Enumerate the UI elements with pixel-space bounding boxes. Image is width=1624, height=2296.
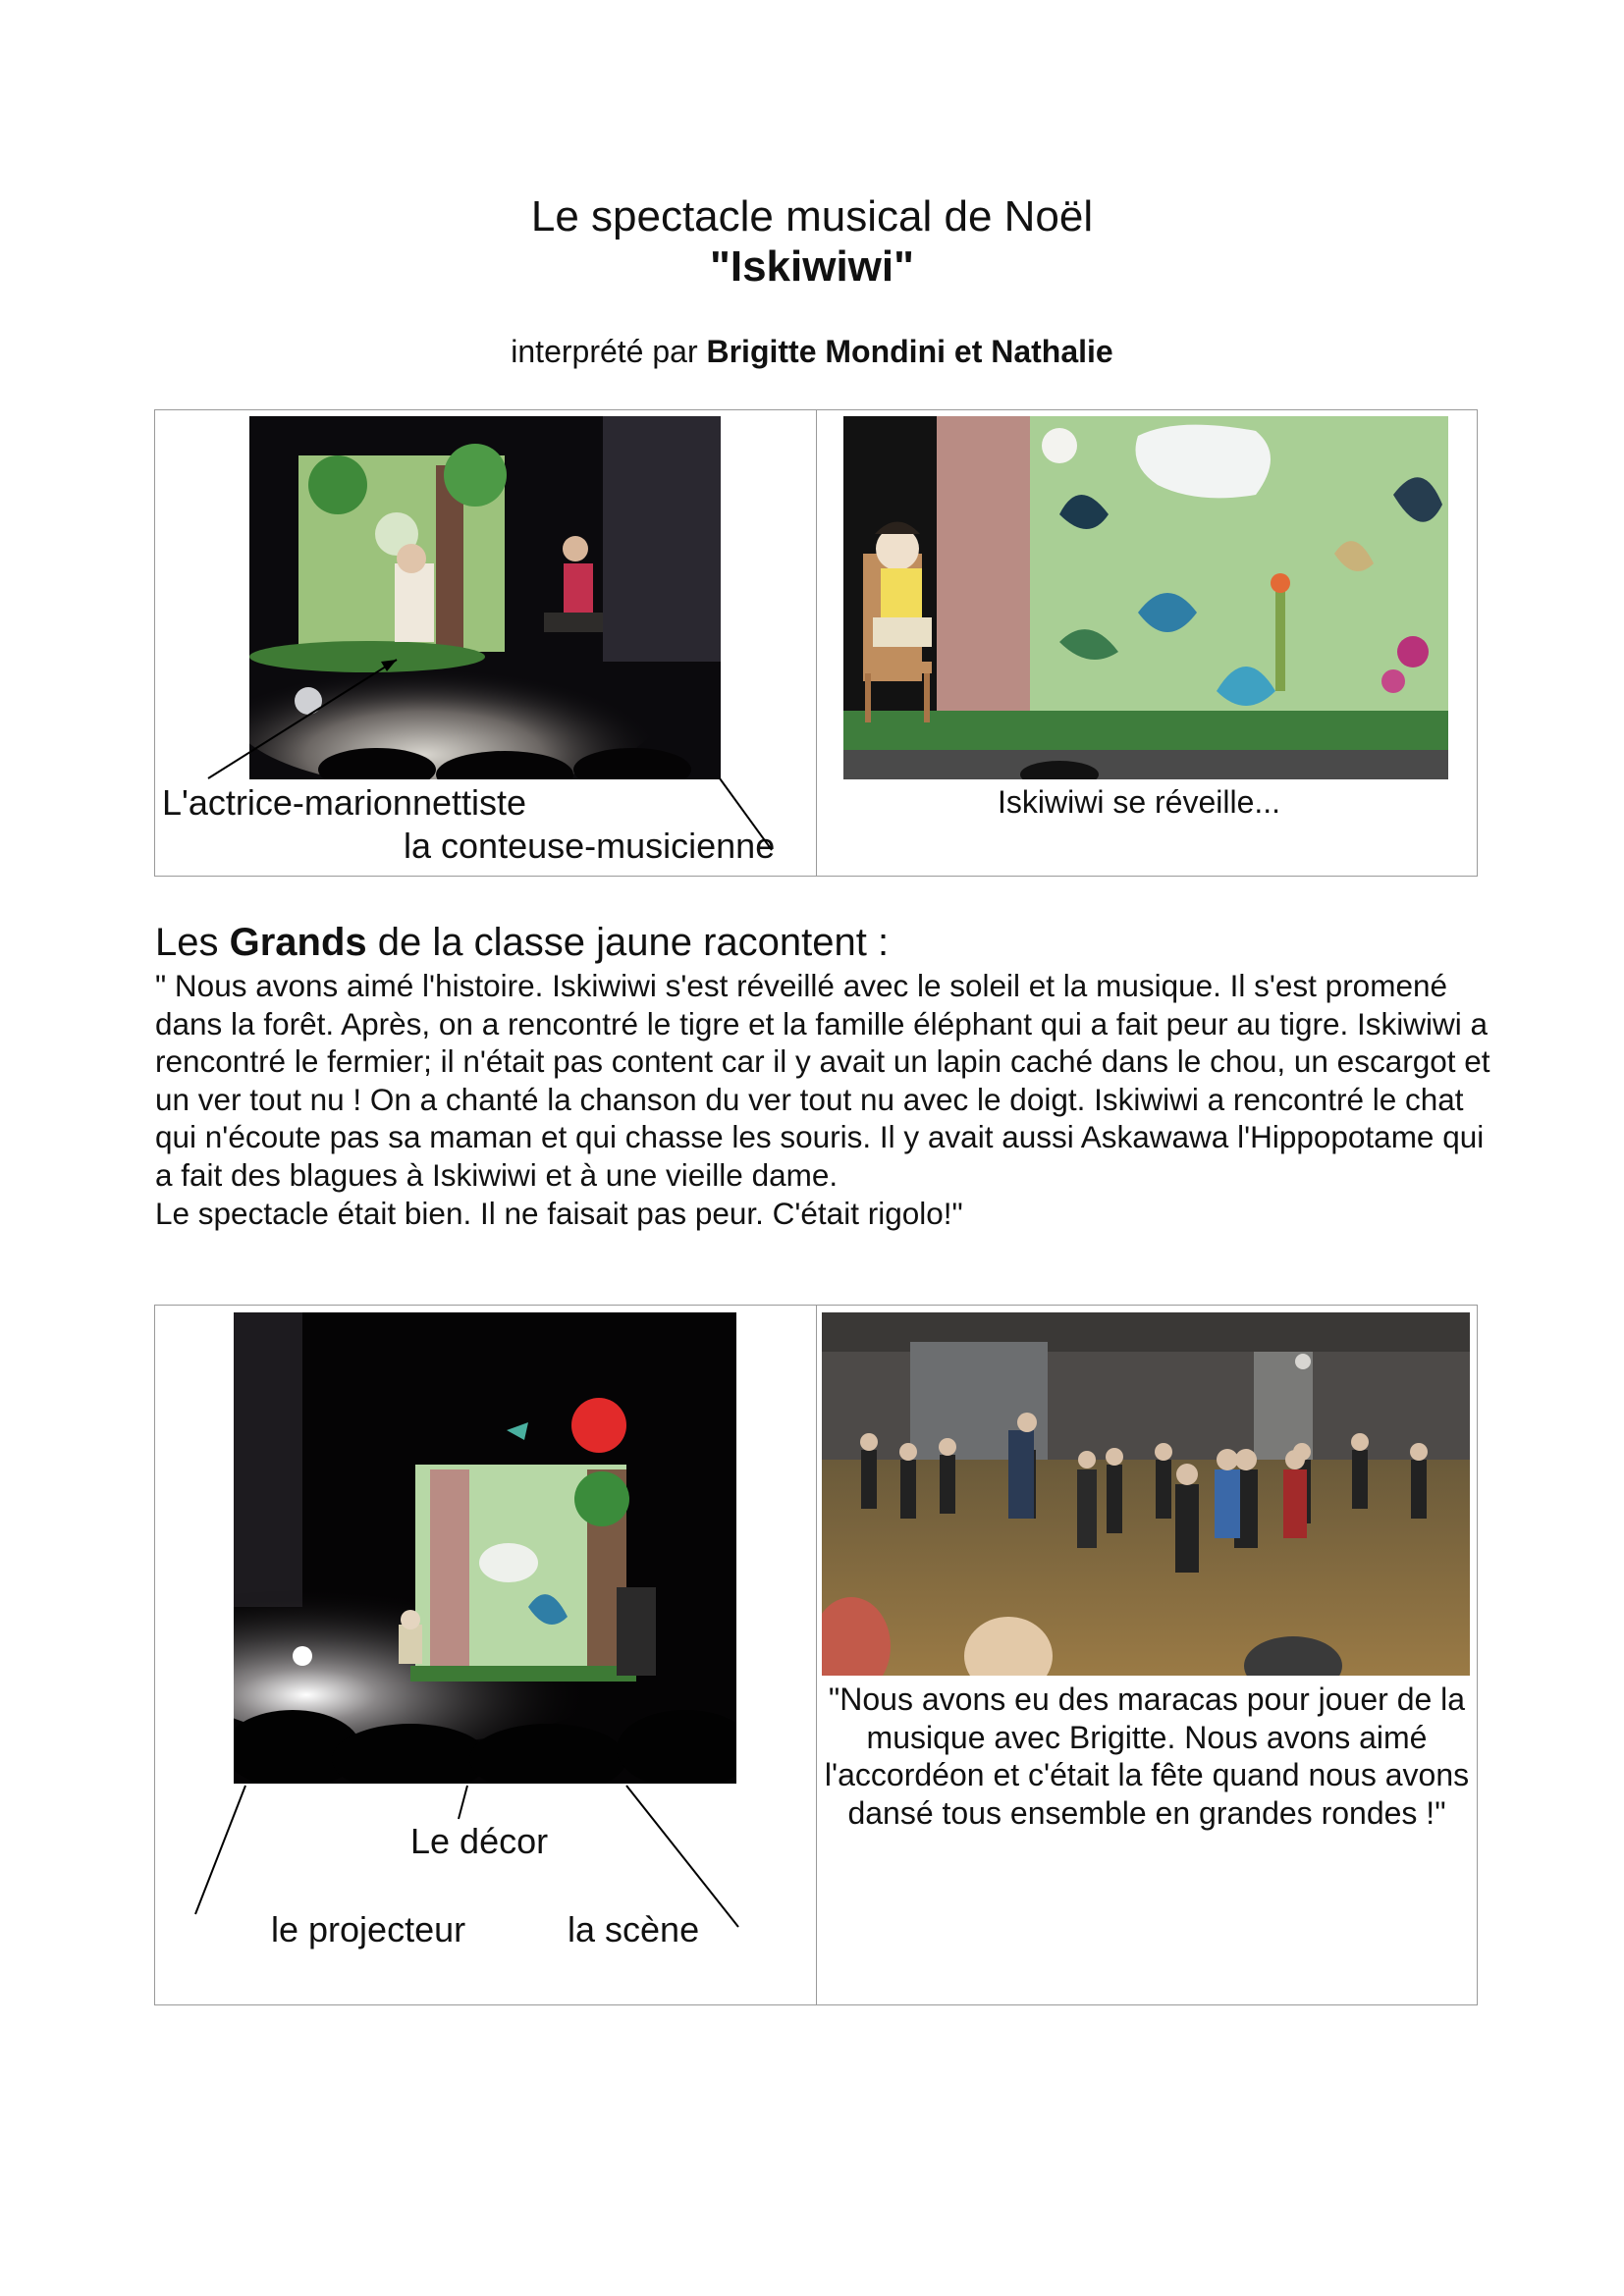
story-closing: Le spectacle était bien. Il ne faisait pas peur. C'était rigolo!" (155, 1195, 963, 1231)
label-actrice-marionnettiste: L'actrice-marionnettiste (162, 782, 527, 823)
story-heading-prefix: Les (155, 921, 230, 964)
pointer-actrice-arrowhead (381, 660, 397, 671)
story-paragraph: " Nous avons aimé l'histoire. Iskiwiwi s'est réveillé avec le soleil et la musique. Il s'est promené dans la forêt. Après, on a rencontré le tigre et la famille éléphant qui a fait peur au tigre. Iskiwiwi a rencontré le fermier; il n'était pas content car il y avait un lapin caché dans le chou, un escargot et un ver tout nu ! On a chanté la chanson du ver tout nu avec le doigt. Iskiwiwi a rencontré le chat qui n'écoute pas sa maman et qui chasse les souris. Il y avait aussi Askawawa l'Hippopotame qui a fait des blagues à Iskiwiwi et à une vieille dame. (155, 968, 1490, 1193)
label-decor: Le décor (410, 1821, 549, 1861)
pointer-actrice (208, 660, 397, 778)
pointer-decor (459, 1786, 467, 1819)
label-scene: la scène (568, 1909, 700, 1949)
story-heading-bold: Grands (229, 921, 367, 964)
credit-prefix: interprété par (511, 334, 707, 369)
show-name: "Iskiwiwi" (709, 242, 914, 291)
caption-iskiwiwi-wakes: Iskiwiwi se réveille... (998, 784, 1281, 820)
children-quote: "Nous avons eu des maracas pour jouer de la musique avec Brigitte. Nous avons aimé l'accordéon et c'était la fête quand nous avons dansé tous ensemble en grandes rondes !" (824, 1682, 1470, 1831)
page-title: Le spectacle musical de Noël (530, 192, 1094, 240)
label-projecteur: le projecteur (271, 1909, 466, 1949)
pointer-conteuse (720, 778, 772, 850)
label-conteuse-musicienne: la conteuse-musicienne (404, 826, 776, 866)
pointer-projecteur (195, 1786, 245, 1914)
pointer-scene (626, 1786, 738, 1927)
credit-names: Brigitte Mondini et Nathalie (706, 334, 1113, 369)
story-heading-suffix: de la classe jaune racontent : (366, 921, 890, 964)
